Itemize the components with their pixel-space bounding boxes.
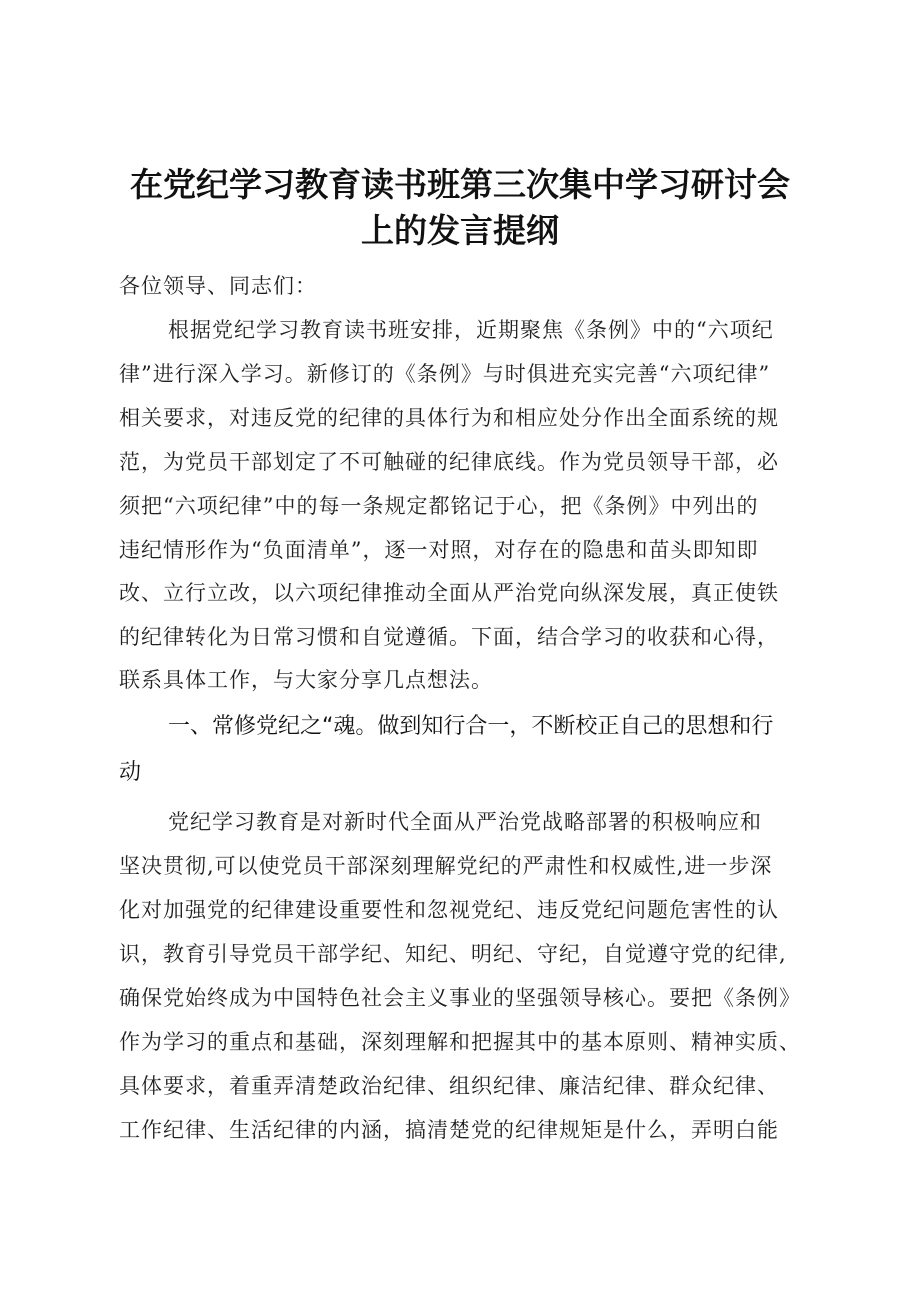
section-heading-continued: 动 <box>119 760 142 785</box>
paragraph-line: 违纪情形作为“负面清单”，逐一对照，对存在的隐患和苗头即知即 <box>119 538 759 562</box>
paragraph-line: 化对加强党的纪律建设重要性和忽视党纪、违反党纪问题危害性的认 <box>119 898 779 922</box>
paragraph-line: 相关要求，对违反党的纪律的具体行为和相应处分作出全面系统的规 <box>119 406 779 430</box>
paragraph-line: 识，教育引导党员干部学纪、知纪、明纪、守纪，自觉遵守党的纪律, <box>119 942 787 966</box>
paragraph-line: 律”进行深入学习。新修订的《条例》与时俱进充实完善“六项纪律” <box>119 362 771 386</box>
paragraph-line: 的纪律转化为日常习惯和自觉遵循。下面，结合学习的收获和心得， <box>119 625 779 649</box>
paragraph-line: 作为学习的重点和基础，深刻理解和把握其中的基本原则、精神实质、 <box>119 1030 801 1054</box>
title-line-1: 在党纪学习教育读书班第三次集中学习研讨会 <box>130 165 790 204</box>
paragraph-line: 确保党始终成为中国特色社会主义事业的坚强领导核心。要把《条例》 <box>119 986 801 1010</box>
paragraph-line: 须把“六项纪律”中的每一条规定都铭记于心，把《条例》中列出的 <box>119 494 759 518</box>
paragraph-line: 范，为党员干部划定了不可触碰的纪律底线。作为党员领导干部，必 <box>119 450 779 474</box>
paragraph-line: 联系具体工作，与大家分享几点想法。 <box>119 668 493 692</box>
paragraph-line: 根据党纪学习教育读书班安排，近期聚焦《条例》中的“六项纪 <box>168 318 774 342</box>
title-line-2: 上的发言提纲 <box>361 211 559 250</box>
paragraph-line: 党纪学习教育是对新时代全面从严治党战略部署的积极响应和 <box>168 810 762 834</box>
paragraph-line: 具体要求，着重弄清楚政治纪律、组织纪律、廉洁纪律、群众纪律、 <box>119 1074 779 1098</box>
document-title <box>0 162 920 254</box>
salutation: 各位领导、同志们： <box>119 274 317 298</box>
paragraph-line: 坚决贯彻,可以使党员干部深刻理解党纪的严肃性和权威性,进一步深 <box>119 854 773 878</box>
section-heading: 一、常修党纪之“魂。做到知行合一，不断校正自己的思想和行 <box>168 714 774 739</box>
paragraph-line: 工作纪律、生活纪律的内涵，搞清楚党的纪律规矩是什么，弄明白能 <box>119 1118 779 1142</box>
paragraph-line: 改、立行立改，以六项纪律推动全面从严治党向纵深发展，真正使铁 <box>119 581 779 605</box>
